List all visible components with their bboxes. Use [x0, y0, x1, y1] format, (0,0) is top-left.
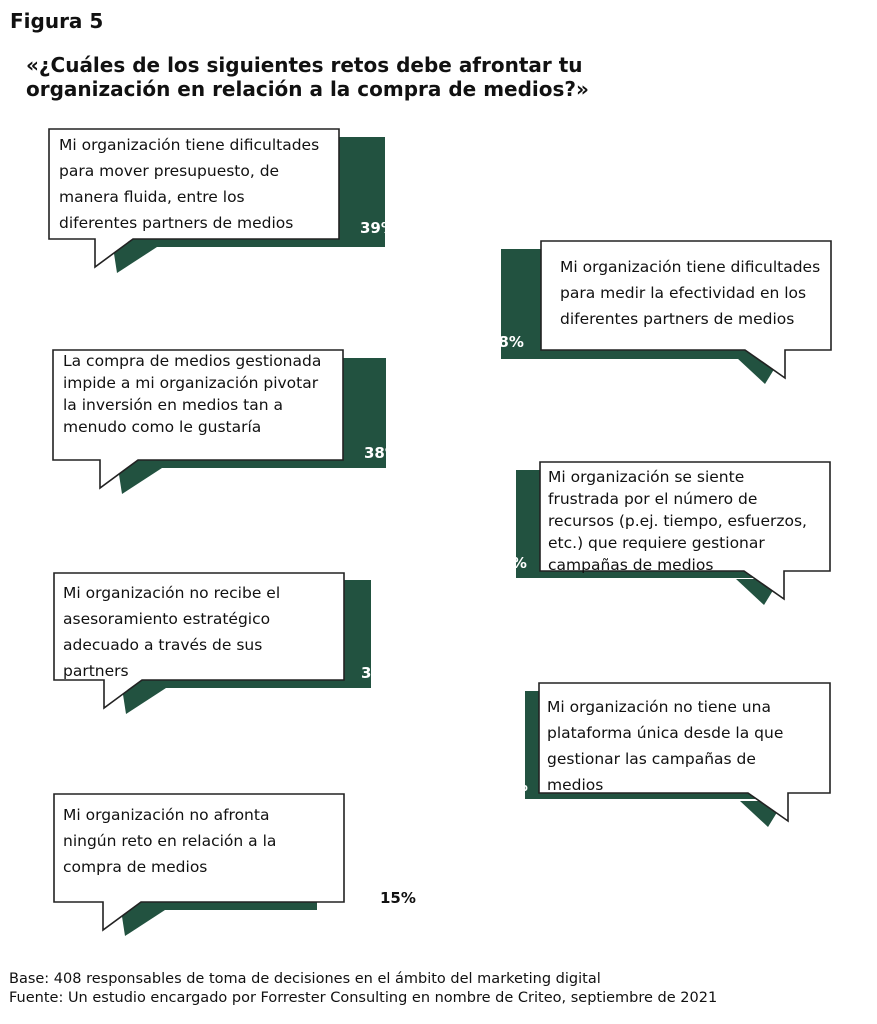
value-label-6: 30%	[492, 777, 528, 795]
chart-title: «¿Cuáles de los siguientes retos debe afrontar tu organización en relación a la compra de medios?»	[26, 53, 589, 101]
value-label-3: 38%	[364, 444, 400, 462]
category-label-6: Mi organización no tiene una plataforma única desde la que gestionar las campañas de medios	[547, 698, 784, 794]
figure-label: Figura 5	[10, 9, 104, 33]
value-label-5: 33%	[361, 664, 397, 682]
source-note: Fuente: Un estudio encargado por Forrester Consulting en nombre de Criteo, septiembre de 2021	[9, 990, 718, 1006]
bar-tail-5	[122, 688, 166, 714]
base-note: Base: 408 responsables de toma de decisiones en el ámbito del marketing digital	[9, 971, 601, 987]
bar-tail-3	[118, 468, 162, 494]
category-label-7: Mi organización no afronta ningún reto en relación a la compra de medios	[63, 806, 277, 876]
value-label-2: 38%	[488, 333, 524, 351]
category-label-5: Mi organización no recibe el asesoramiento estratégico adecuado a través de sus partners	[63, 584, 281, 680]
category-label-2: Mi organización tiene dificultades para medir la efectividad en los diferentes partners de medios	[560, 258, 821, 328]
bar-tail-1	[113, 247, 157, 273]
bar-tail-7	[121, 910, 165, 936]
value-label-1: 39%	[360, 219, 396, 237]
value-label-7: 15%	[380, 889, 416, 907]
category-label-4: Mi organización se siente frustrada por el número de recursos (p.ej. tiempo, esfuerzos, etc.) que requiere gestionar campañas de medios	[548, 468, 807, 574]
category-label-3: La compra de medios gestionada impide a mi organización pivotar la inversión en medios tan a menudo como le gustaría	[63, 352, 322, 436]
value-label-4: 33%	[491, 554, 527, 572]
category-label-1: Mi organización tiene dificultades para mover presupuesto, de manera fluida, entre los diferentes partners de medios	[59, 136, 320, 232]
